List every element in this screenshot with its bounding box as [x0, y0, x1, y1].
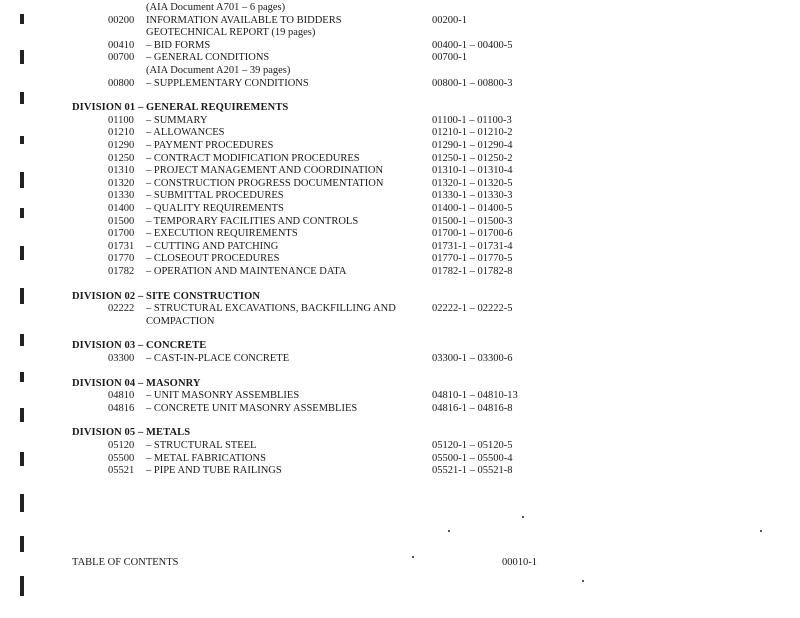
- section-number: 01782: [108, 266, 135, 277]
- page-range: 01100-1 – 01100-3: [432, 114, 512, 126]
- section-title: – OPERATION AND MAINTENANCE DATA: [146, 266, 347, 277]
- section-number: 05120: [108, 440, 135, 451]
- page-range: 01330-1 – 01330-3: [432, 190, 513, 202]
- section-title: – CAST-IN-PLACE CONCRETE: [146, 353, 290, 364]
- section-number: 00800: [108, 77, 135, 89]
- footer-left-label: TABLE OF CONTENTS: [72, 557, 179, 568]
- section-title: – TEMPORARY FACILITIES AND CONTROLS: [146, 215, 359, 227]
- section-title: – CLOSEOUT PROCEDURES: [146, 253, 280, 265]
- section-number: 01770: [108, 253, 135, 265]
- page-range: 01500-1 – 01500-3: [432, 215, 513, 227]
- page-range: 01782-1 – 01782-8: [432, 266, 513, 277]
- section-title: – SUBMITTAL PROCEDURES: [146, 190, 284, 202]
- section-title: GEOTECHNICAL REPORT (19 pages): [146, 27, 316, 39]
- section-title: – STRUCTURAL STEEL: [146, 440, 257, 451]
- section-title: – METAL FABRICATIONS: [146, 452, 266, 464]
- section-number: 04810: [108, 390, 135, 402]
- page-range: 05521-1 – 05521-8: [432, 465, 513, 477]
- section-number: 01330: [108, 190, 135, 202]
- section-number: 00200: [108, 14, 135, 26]
- section-title: – UNIT MASONRY ASSEMBLIES: [146, 390, 300, 402]
- page-range: 00400-1 – 00400-5: [432, 39, 513, 51]
- page-range: 03300-1 – 03300-6: [432, 353, 513, 364]
- page-range: 02222-1 – 02222-5: [432, 303, 513, 315]
- section-number: 01250: [108, 152, 135, 164]
- section-title: – CUTTING AND PATCHING: [146, 240, 279, 252]
- page-range: 01770-1 – 01770-5: [432, 253, 513, 265]
- section-title: – ALLOWANCES: [146, 127, 225, 139]
- page-range: 01731-1 – 01731-4: [432, 240, 513, 252]
- section-title: – EXECUTION REQUIREMENTS: [146, 228, 298, 240]
- section-title: INFORMATION AVAILABLE TO BIDDERS: [146, 14, 342, 26]
- section-number: 01500: [108, 215, 135, 227]
- section-title: – PIPE AND TUBE RAILINGS: [146, 465, 282, 477]
- section-number: 05521: [108, 465, 135, 477]
- section-title: COMPACTION: [146, 315, 215, 327]
- section-number: 01320: [108, 177, 135, 189]
- page-range: 04816-1 – 04816-8: [432, 402, 513, 414]
- page-range: 00800-1 – 00800-3: [432, 77, 513, 89]
- section-title: (AIA Document A701 – 6 pages): [146, 2, 286, 13]
- page-range: 00700-1: [432, 52, 467, 64]
- division-heading: DIVISION 02 – SITE CONSTRUCTION: [72, 290, 261, 302]
- section-number: 01731: [108, 240, 135, 252]
- section-title: – PAYMENT PROCEDURES: [146, 140, 274, 151]
- section-number: 01210: [108, 127, 135, 139]
- section-title: – GENERAL CONDITIONS: [146, 52, 270, 64]
- page-range: 01210-1 – 01210-2: [432, 127, 513, 139]
- section-number: 00700: [108, 52, 135, 64]
- section-number: 01290: [108, 140, 135, 151]
- section-title: – SUMMARY: [146, 114, 208, 126]
- section-title: – CONSTRUCTION PROGRESS DOCUMENTATION: [146, 177, 384, 189]
- division-heading: DIVISION 03 – CONCRETE: [72, 340, 207, 352]
- section-number: 03300: [108, 353, 135, 364]
- section-number: 05500: [108, 452, 135, 464]
- page-range: 05120-1 – 05120-5: [432, 440, 513, 451]
- page-range: 01290-1 – 01290-4: [432, 140, 513, 151]
- page-range: 01250-1 – 01250-2: [432, 152, 513, 164]
- section-title: – BID FORMS: [146, 39, 211, 51]
- division-heading: DIVISION 04 – MASONRY: [72, 377, 201, 389]
- section-number: 01400: [108, 203, 135, 214]
- section-title: – STRUCTURAL EXCAVATIONS, BACKFILLING AND: [146, 303, 396, 315]
- page-range: 01320-1 – 01320-5: [432, 177, 513, 189]
- section-number: 04816: [108, 402, 135, 414]
- division-heading: DIVISION 01 – GENERAL REQUIREMENTS: [72, 102, 289, 114]
- section-number: 00410: [108, 39, 135, 51]
- section-number: 02222: [108, 303, 135, 315]
- section-title: – CONTRACT MODIFICATION PROCEDURES: [146, 152, 360, 164]
- section-number: 01310: [108, 165, 135, 177]
- section-title: – CONCRETE UNIT MASONRY ASSEMBLIES: [146, 402, 358, 414]
- section-title: – PROJECT MANAGEMENT AND COORDINATION: [146, 165, 384, 177]
- page-range: 04810-1 – 04810-13: [432, 390, 518, 402]
- page-range: 01400-1 – 01400-5: [432, 203, 513, 214]
- section-title: (AIA Document A201 – 39 pages): [146, 65, 291, 76]
- section-title: – QUALITY REQUIREMENTS: [146, 203, 284, 214]
- footer-page-number: 00010-1: [502, 557, 537, 568]
- section-number: 01700: [108, 228, 135, 240]
- section-number: 01100: [108, 114, 134, 126]
- section-title: – SUPPLEMENTARY CONDITIONS: [146, 77, 309, 89]
- page-range: 05500-1 – 05500-4: [432, 452, 513, 464]
- page-range: 01310-1 – 01310-4: [432, 165, 513, 177]
- division-heading: DIVISION 05 – METALS: [72, 427, 191, 439]
- page-range: 01700-1 – 01700-6: [432, 228, 513, 240]
- page-range: 00200-1: [432, 14, 467, 26]
